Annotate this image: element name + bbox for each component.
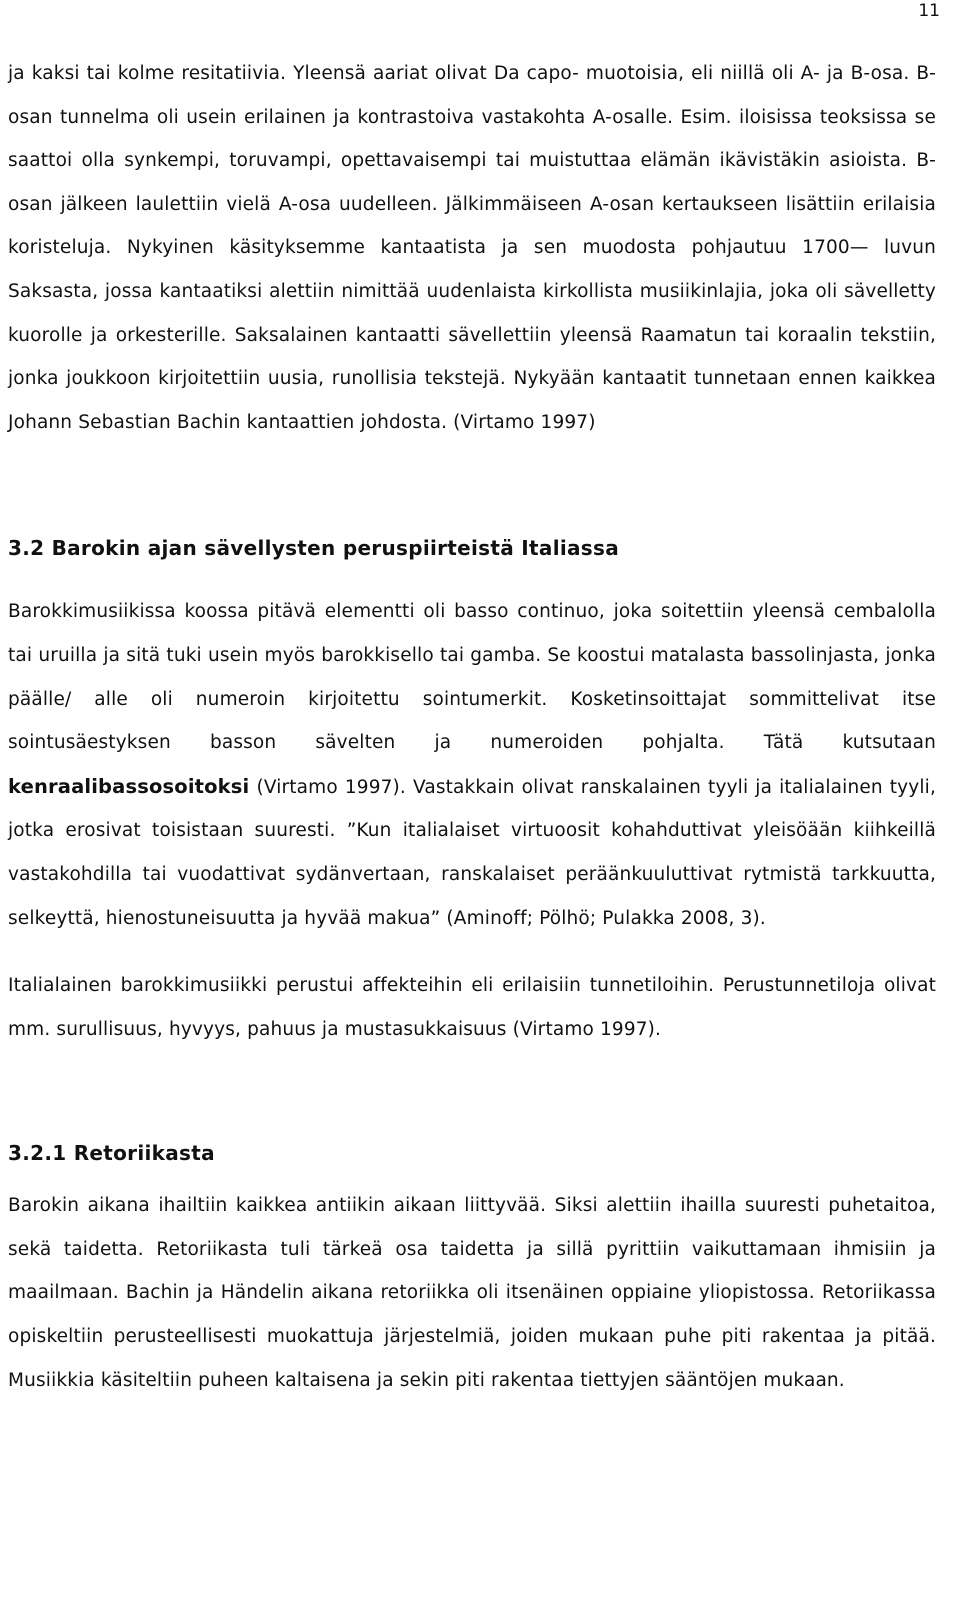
paragraph-retoriikka: Barokin aikana ihailtiin kaikkea antiikin aikaan liittyvää. Siksi alettiin ihailla suuresti puhetaitoa, sekä taidetta. Retoriikasta tuli tärkeä osa taidetta ja sillä pyrittiin vaikuttamaan ihmisiin ja maailmaan. Bachin ja Händelin aikana retoriikka oli itsenäinen oppiaine yliopistossa. Retoriikassa opiskeltiin perusteellisesti muokattuja järjestelmiä, joiden mukaan puhe piti rakentaa ja pitää. Musiikkia käsiteltiin puheen kaltaisena ja sekin piti rakentaa tiettyjen sääntöjen mukaan. [8, 1195, 936, 1391]
bold-term: kenraalibassosoitoksi [8, 774, 250, 798]
paragraph-affektit: Italialainen barokkimusiikki perustui affekteihin eli erilaisiin tunnetiloihin. Perustunnetiloja olivat mm. surullisuus, hyvyys, pahuus ja mustasukkaisuus (Virtamo 1997). [8, 975, 936, 1040]
section-heading-3-2-1: 3.2.1 Retoriikasta [8, 1141, 215, 1166]
paragraph-basso-continuo [8, 590, 936, 940]
paragraph-kantaatti: ja kaksi tai kolme resitatiivia. Yleensä aariat olivat Da capo- muotoisia, eli niillä oli A- ja B-osa. B- osan tunnelma oli usein erilainen ja kontrastoiva vastakohta A-osalle. Esim. iloisissa teoksissa se saattoi olla synkempi, toruvampi, opettavaisempi tai muistuttaa elämän ikävistäkin asioista. B-osan jälkeen laulettiin vielä A-osa uudelleen. Jälkimmäiseen A-osan kertaukseen lisättiin erilaisia koristeluja. Nykyinen käsityksemme kantaatista ja sen muodosta pohjautuu 1700— luvun Saksasta, jossa kantaatiksi alettiin nimittää uudenlaista kirkollista musiikinlajia, joka oli sävelletty kuorolle ja orkesterille. Saksalainen kantaatti sävellettiin yleensä Raamatun tai koraalin tekstiin, jonka joukkoon kirjoitettiin uusia, runollisia tekstejä. Nykyään kantaatit tunnetaan ennen kaikkea Johann Sebastian Bachin kantaattien johdosta. (Virtamo 1997) [8, 63, 936, 433]
section-heading-3-2: 3.2 Barokin ajan sävellysten peruspiirteistä Italiassa [8, 536, 620, 561]
page-number: 11 [918, 1, 940, 21]
document-body [8, 52, 936, 1402]
paragraph-text: Barokkimusiikissa koossa pitävä elementti oli basso continuo, joka soitettiin yleensä cembalolla tai uruilla ja sitä tuki usein myös barokkisello tai gamba. Se koostui matalasta bassolinjasta, jonka päälle/ alle oli numeroin kirjoitettu sointumerkit. Kosketinsoittajat sommittelivat itse sointusäestyksen basson sävelten ja numeroiden pohjalta. Tätä kutsutaan [8, 601, 936, 754]
paragraph-text: (Virtamo 1997). Vastakkain olivat ranskalainen tyyli ja italialainen tyyli, jotka erosivat toisistaan suuresti. ”Kun italialaiset virtuoosit kohahduttivat yleisöään kiihkeillä vastakohdilla tai vuodattivat sydänvertaan, ranskalaiset peräänkuuluttivat rytmistä tarkkuutta, selkeyttä, hienostuneisuutta ja hyvää makua” (Aminoff; Pölhö; Pulakka 2008, 3). [8, 776, 936, 929]
